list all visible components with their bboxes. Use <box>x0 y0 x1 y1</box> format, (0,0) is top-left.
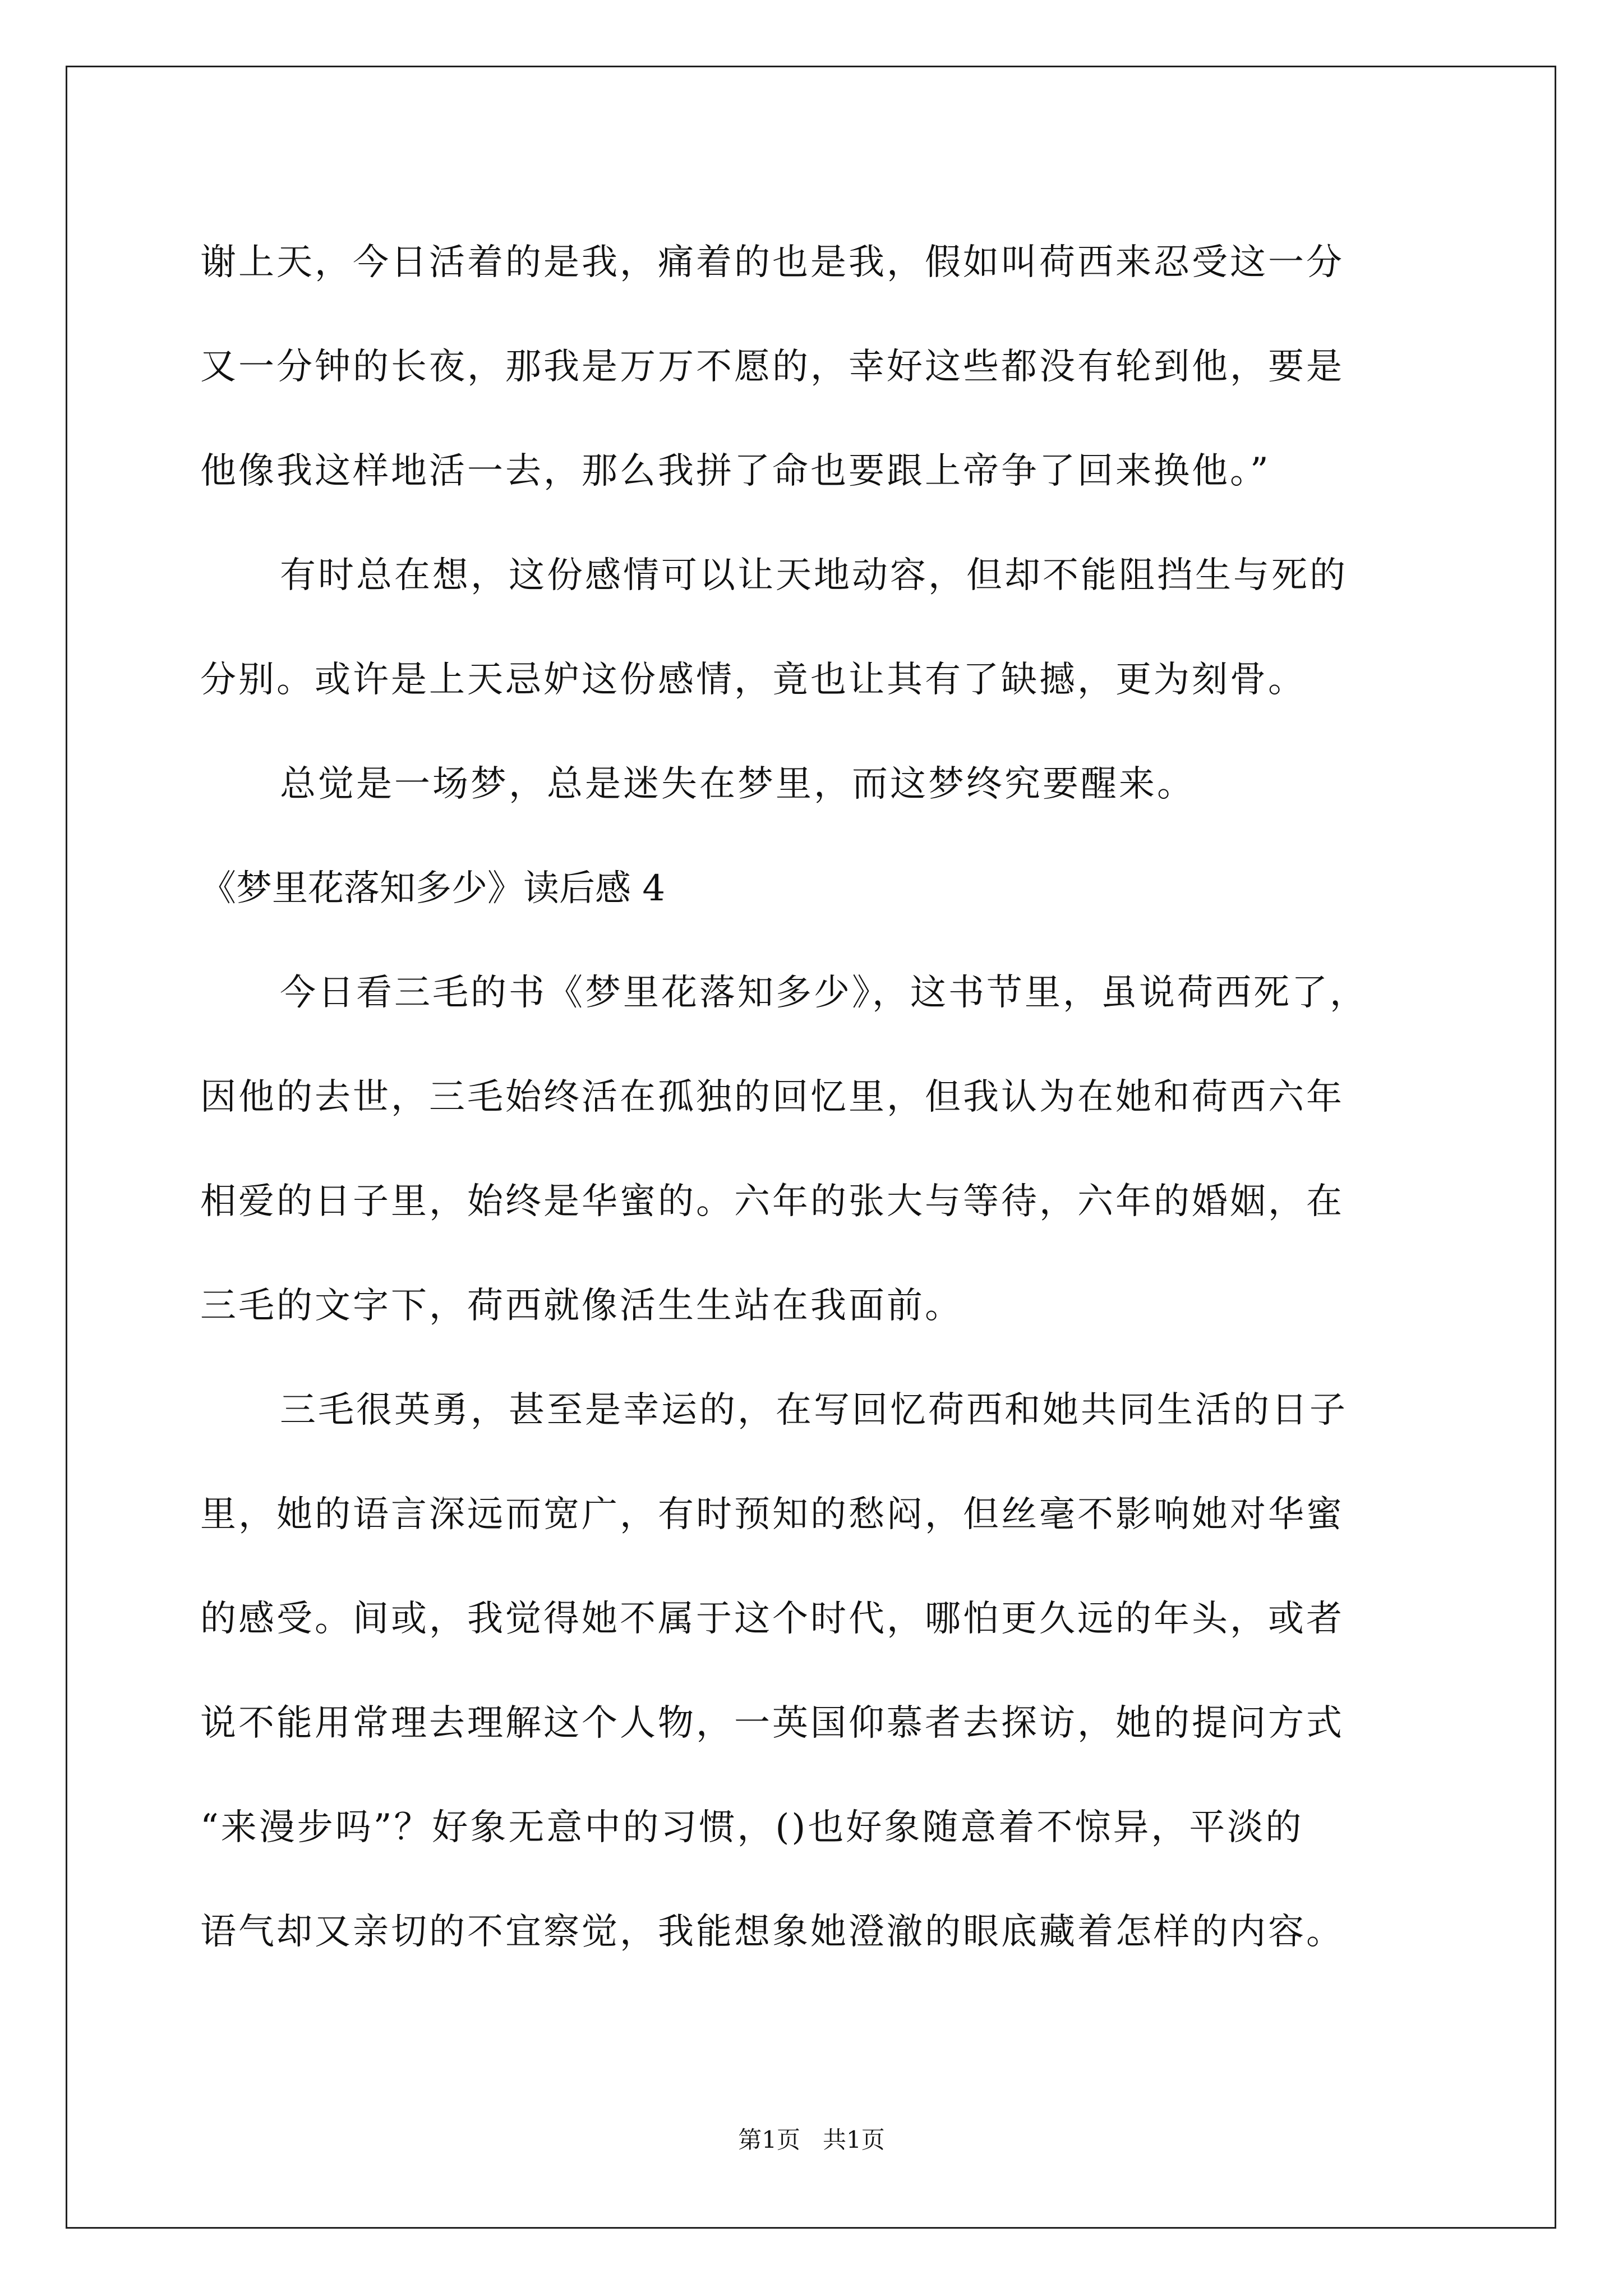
section-heading: 《梦里花落知多少》读后感 4 <box>200 868 666 909</box>
page-footer: 第1页 共1页 <box>738 2126 885 2154</box>
paragraph-line: 说不能用常理去理解这个人物，一英国仰慕者去探访，她的提问方式 <box>200 1703 1344 1744</box>
paragraph-line: 三毛的文字下，荷西就像活生生站在我面前。 <box>200 1285 963 1327</box>
paragraph-line: 有时总在想，这份感情可以让天地动容，但却不能阻挡生与死的 <box>280 555 1348 596</box>
paragraph-line: 三毛很英勇，甚至是幸运的，在写回忆荷西和她共同生活的日子 <box>280 1389 1348 1431</box>
paragraph-line: 分别。或许是上天忌妒这份感情，竟也让其有了缺撼，更为刻骨。 <box>200 659 1306 701</box>
paragraph-line: 语气却又亲切的不宜察觉，我能想象她澄澈的眼底藏着怎样的内容。 <box>200 1911 1344 1953</box>
paragraph-line: 的感受。间或，我觉得她不属于这个时代，哪怕更久远的年头，或者 <box>200 1598 1344 1640</box>
paragraph-line: 因他的去世，三毛始终活在孤独的回忆里，但我认为在她和荷西六年 <box>200 1076 1344 1118</box>
paragraph-line: “来漫步吗”？好象无意中的习惯，()也好象随意着不惊异，平淡的 <box>200 1807 1304 1848</box>
paragraph-line: 今日看三毛的书《梦里花落知多少》，这书节里，虽说荷西死了， <box>280 972 1368 1014</box>
paragraph-line: 总觉是一场梦，总是迷失在梦里，而这梦终究要醒来。 <box>280 763 1195 805</box>
document-body <box>200 210 1434 1984</box>
paragraph-line: 谢上天，今日活着的是我，痛着的也是我，假如叫荷西来忍受这一分 <box>200 242 1344 283</box>
paragraph-line: 里，她的语言深远而宽广，有时预知的愁闷，但丝毫不影响她对华蜜 <box>200 1494 1344 1535</box>
paragraph-line: 又一分钟的长夜，那我是万万不愿的，幸好这些都没有轮到他，要是 <box>200 346 1344 388</box>
paragraph-line: 相爱的日子里，始终是华蜜的。六年的张大与等待，六年的婚姻，在 <box>200 1181 1344 1222</box>
paragraph-line: 他像我这样地活一去，那么我拼了命也要跟上帝争了回来换他。” <box>200 450 1271 492</box>
